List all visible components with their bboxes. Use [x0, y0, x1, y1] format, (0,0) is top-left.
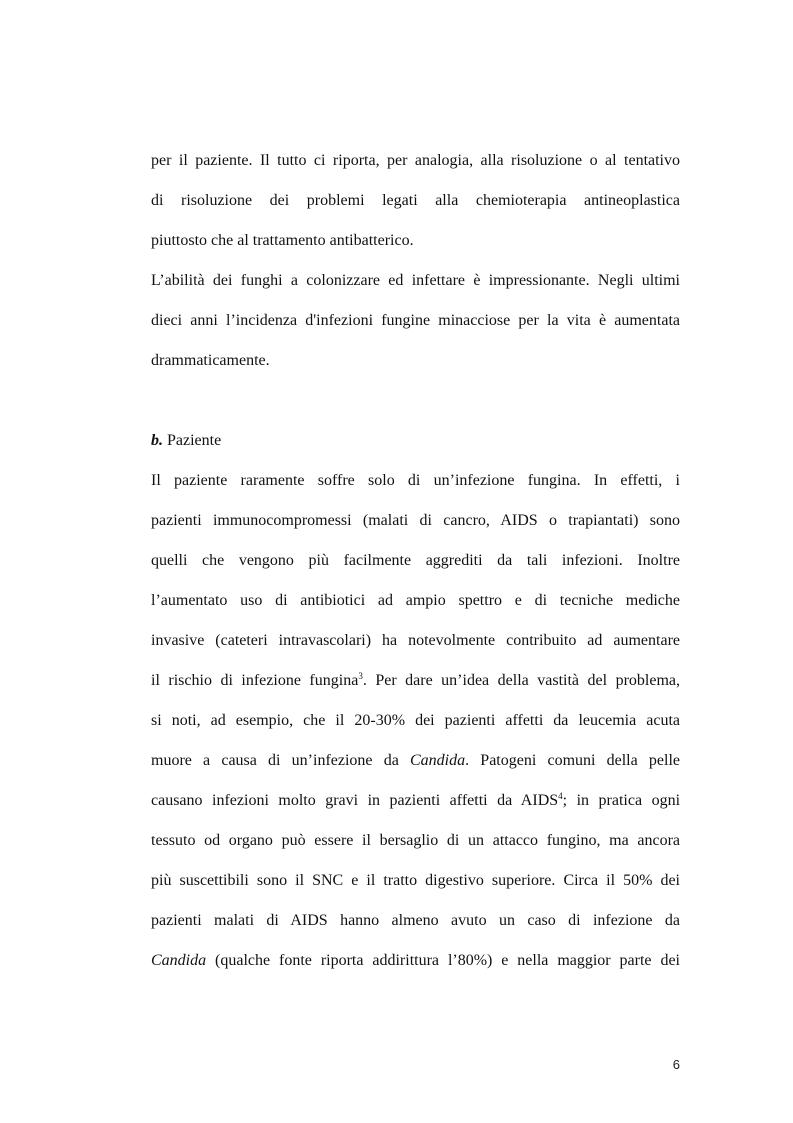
text-line: più suscettibili sono il SNC e il tratto digestivo superiore. Circa il 50% dei: [151, 872, 680, 889]
text-line: [151, 741, 680, 781]
italic-term: Candida: [151, 952, 207, 969]
paragraph-patient: [151, 461, 680, 981]
text-line: l’aumentato uso di antibiotici ad ampio spettro e di tecniche mediche: [151, 592, 680, 609]
text-line: di risoluzione dei problemi legati alla chemioterapia antineoplastica: [151, 192, 680, 209]
footnote-ref-4: 4: [558, 791, 563, 801]
paragraph-fungi-ability: [151, 261, 680, 381]
section-letter: b.: [151, 432, 163, 449]
text-fragment: il rischio di infezione fungina: [151, 672, 359, 689]
paragraph-chemotherapy-analogy: [151, 141, 680, 261]
page-number: 6: [672, 1057, 680, 1072]
text-line: tessuto od organo può essere il bersaglio di un attacco fungino, ma ancora: [151, 832, 680, 849]
footnote-ref-3: 3: [358, 671, 363, 681]
text-line: per il paziente. Il tutto ci riporta, per analogia, alla risoluzione o al tentativo: [151, 152, 680, 169]
text-line: L’abilità dei funghi a colonizzare ed infettare è impressionante. Negli ultimi: [151, 272, 680, 289]
text-line: [151, 781, 680, 821]
text-fragment: muore a causa di un’infezione da: [151, 752, 410, 769]
section-heading-line: [151, 421, 680, 461]
text-fragment: . Per dare un’idea della vastità del problema,: [362, 672, 681, 689]
text-line: drammaticamente.: [151, 352, 270, 369]
text-line: [151, 661, 680, 701]
section-heading: [151, 421, 680, 461]
text-line: invasive (cateteri intravascolari) ha notevolmente contribuito ad aumentare: [151, 632, 680, 649]
text-fragment: (qualche fonte riporta addirittura l’80%) e nella maggior parte dei: [206, 952, 680, 969]
text-line: pazienti malati di AIDS hanno almeno avuto un caso di infezione da: [151, 912, 680, 929]
text-line: [151, 941, 680, 981]
text-line: pazienti immunocompromessi (malati di cancro, AIDS o trapiantati) sono: [151, 512, 680, 529]
text-fragment: ; in pratica ogni: [562, 792, 681, 809]
italic-term: Candida: [409, 752, 466, 769]
section-title: Paziente: [163, 432, 222, 449]
text-line: piuttosto che al trattamento antibatterico.: [151, 232, 414, 249]
text-line: dieci anni l’incidenza d'infezioni fungine minacciose per la vita è aumentata: [151, 312, 680, 329]
text-line: si noti, ad esempio, che il 20-30% dei pazienti affetti da leucemia acuta: [151, 712, 680, 729]
text-line: Il paziente raramente soffre solo di un’infezione fungina. In effetti, i: [151, 472, 680, 489]
text-fragment: . Patogeni comuni della pelle: [465, 752, 680, 769]
text-fragment: causano infezioni molto gravi in pazienti affetti da AIDS: [151, 792, 559, 809]
text-line: quelli che vengono più facilmente aggrediti da tali infezioni. Inoltre: [151, 552, 680, 569]
